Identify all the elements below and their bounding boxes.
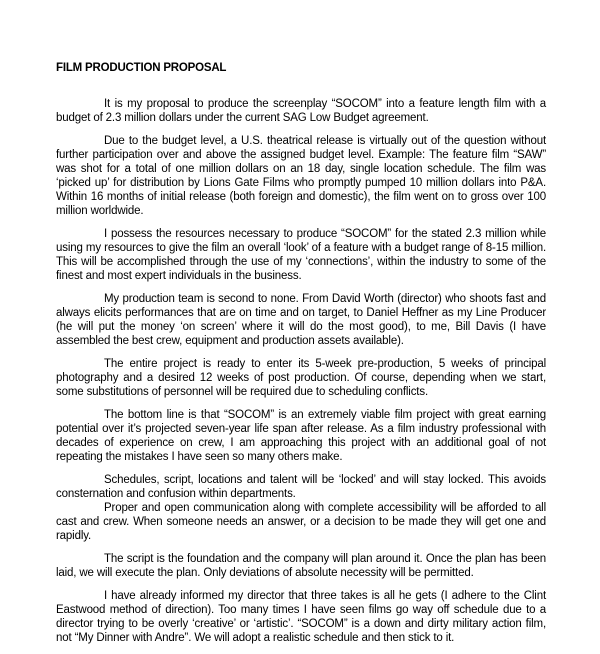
paragraph-communication: Proper and open communication along with complete accessibility will be afforded to all cast and crew. When someone needs an answer, or a decision to be made they will get one and rapidly. xyxy=(56,502,546,542)
document-body xyxy=(56,97,546,654)
paragraph-proposal: It is my proposal to produce the screenplay “SOCOM” into a feature length film with a budget of 2.3 million dollars under the current SAG Low Budget agreement. xyxy=(56,98,546,124)
paragraph-bottom-line: The bottom line is that “SOCOM” is an extremely viable film project with great earning potential over it’s projected seven-year life span after release. As a film industry professional with decades of experience on crew, I am approaching this project with an additional goal of not repeating the mistakes I have seen so many others make. xyxy=(56,409,546,463)
paragraph-budget-level: Due to the budget level, a U.S. theatrical release is virtually out of the question without further participation over and above the assigned budget level. Example: The feature film “SAW” was shot for a total of one million dollars on an 18 day, single location schedule. The film was ‘picked up’ for distribution by Lions Gate Films who promptly pumped 10 million dollars into P&A. Within 16 months of initial release (both foreign and domestic), the film went on to gross over 100 million worldwide. xyxy=(56,135,546,217)
paragraph-schedule: The entire project is ready to enter its 5-week pre-production, 5 weeks of principal photography and a desired 12 weeks of post production. Of course, depending when we start, some substitutions of personnel will be required due to scheduling conflicts. xyxy=(56,358,546,398)
page-title: FILM PRODUCTION PROPOSAL xyxy=(56,62,227,74)
paragraph-production-team: My production team is second to none. From David Worth (director) who shoots fast and always elicits performances that are on time and on target, to Daniel Heffner as my Line Producer (he will put the money ‘on screen’ where it will do the most good), to me, Bill Davis (I have assembled the best crew, equipment and production assets available). xyxy=(56,293,546,347)
paragraph-script: The script is the foundation and the company will plan around it. Once the plan has been laid, we will execute the plan. Only deviations of absolute necessity will be permitted. xyxy=(56,553,546,579)
paragraph-resources: I possess the resources necessary to produce “SOCOM” for the stated 2.3 million while using my resources to give the film an overall ‘look’ of a feature with a budget range of 8-15 million. This will be accomplished through the use of my ‘connections’, within the industry to some of the finest and most expert individuals in the business. xyxy=(56,228,546,282)
paragraph-director: I have already informed my director that three takes is all he gets (I adhere to the Clint Eastwood method of direction). Too many times I have seen films go way off schedule due to a director trying to be overly ‘creative’ or ‘artistic’. “SOCOM” is a down and dirty military action film, not “My Dinner with Andre”. We will adopt a realistic schedule and then stick to it. xyxy=(56,590,546,644)
paragraph-locked: Schedules, script, locations and talent will be ‘locked’ and will stay locked. This avoids consternation and confusion within departments. xyxy=(56,474,546,500)
